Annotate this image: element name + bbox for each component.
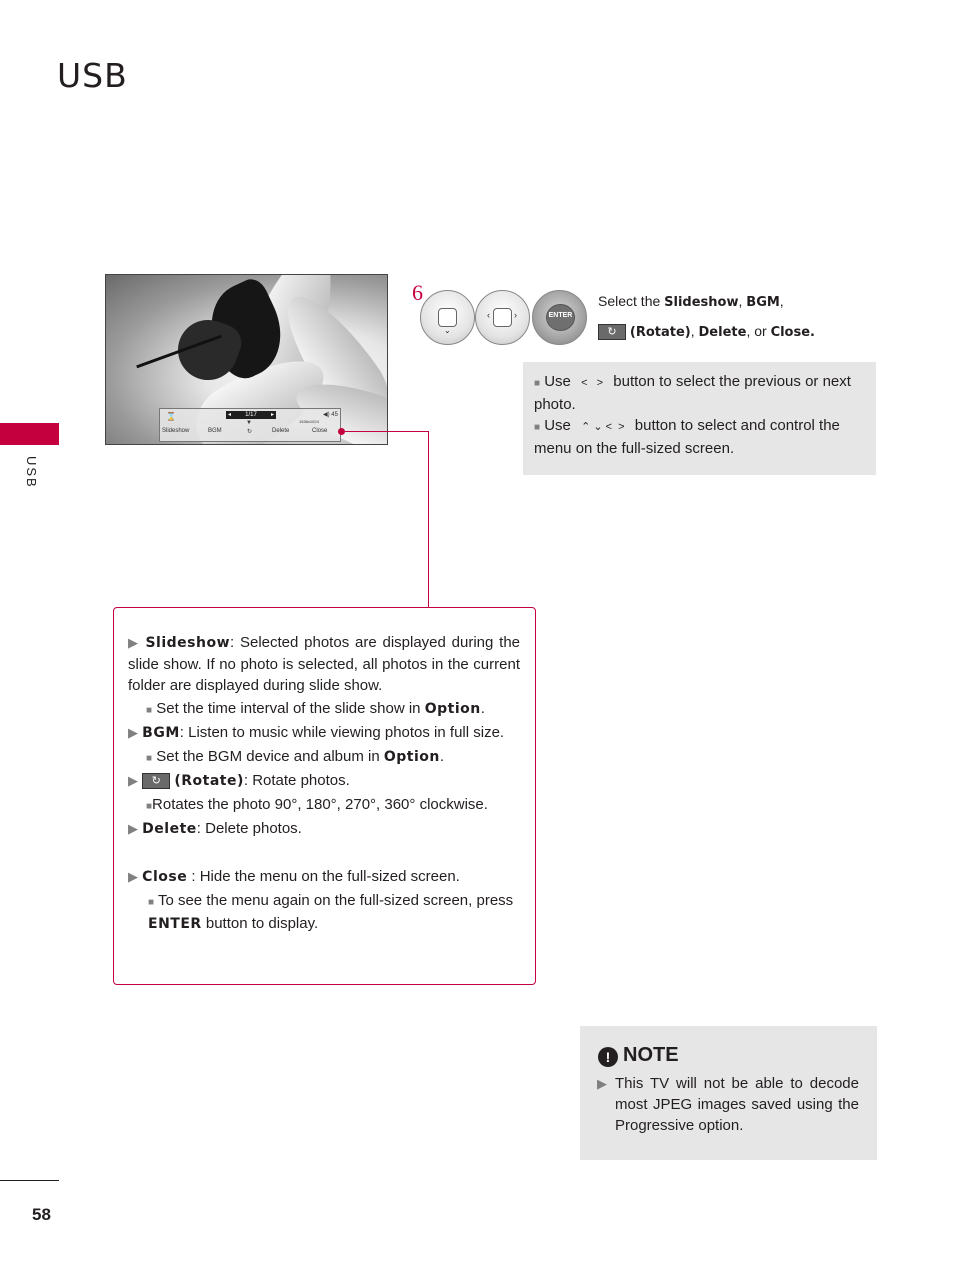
osd-delete-button[interactable]: Delete — [272, 428, 290, 434]
osd-bgm-button[interactable]: BGM — [208, 428, 222, 434]
detail-box — [113, 607, 536, 985]
osd-close-button[interactable]: Close — [312, 428, 328, 434]
updown-button[interactable] — [420, 290, 475, 345]
detail-delete: ▶ Delete: Delete photos. — [128, 820, 302, 837]
footer-rule — [0, 1180, 59, 1181]
leftright-button[interactable] — [475, 290, 530, 345]
callout-line-horizontal — [345, 431, 428, 432]
detail-close-sub: ■ To see the menu again on the full-sized screen, press ENTER button to display. — [148, 892, 514, 932]
term-delete: Delete — [698, 325, 747, 340]
section-tab-label: USB — [24, 456, 39, 489]
detail-close: ▶ Close : Hide the menu on the full-sized screen. — [128, 868, 460, 885]
detail-rotate-sub: ■Rotates the photo 90°, 180°, 270°, 360° clockwise. — [146, 796, 488, 813]
term-bgm: BGM — [746, 295, 780, 310]
chevron-down-icon: ⌄ — [444, 326, 451, 335]
info-panel — [523, 362, 876, 475]
step-number: 6 — [412, 280, 423, 305]
enter-button[interactable] — [532, 290, 587, 345]
exclamation-icon: ! — [598, 1047, 618, 1067]
osd-volume: ◀) 45 — [323, 412, 338, 418]
osd-down-arrow-icon: ▼ — [246, 420, 252, 426]
step-instruction: Select the Slideshow, BGM, ↻ (Rotate), Delete, or Close. — [598, 293, 815, 340]
note-title: NOTE — [623, 1044, 679, 1066]
osd-rotate-button[interactable]: ↻ — [247, 429, 253, 435]
osd-resolution: 1536x1024 — [299, 419, 319, 424]
page-number: 58 — [32, 1205, 51, 1224]
detail-slideshow-sub: ■ Set the time interval of the slide show in Option. — [146, 700, 485, 717]
osd-slideshow-button[interactable]: Slideshow — [162, 428, 190, 434]
callout-dot — [338, 428, 345, 435]
enter-button-label: ENTER — [546, 304, 575, 331]
detail-bgm: ▶ BGM: Listen to music while viewing photos in full size. — [128, 724, 505, 741]
note-panel — [580, 1026, 877, 1160]
chevron-right-icon: › — [514, 310, 517, 320]
term-slideshow: Slideshow — [664, 295, 739, 310]
osd-page-indicator[interactable]: ◂ 1/17 ▸ — [228, 412, 274, 418]
term-close: Close. — [770, 325, 815, 340]
rotate-icon: ↻ — [142, 773, 170, 789]
info-row-1: ■ Use < > button to select the previous or next photo. — [534, 373, 851, 413]
left-right-arrows-icon: < > — [581, 377, 604, 389]
page-title: USB — [57, 56, 128, 95]
term-rotate: (Rotate) — [629, 325, 691, 340]
section-tab — [0, 423, 59, 445]
detail-bgm-sub: ■ Set the BGM device and album in Option. — [146, 748, 445, 765]
chevron-left-icon: ‹ — [487, 310, 490, 320]
arrow-keys-icon: ⌃ ⌄ < > — [581, 421, 625, 433]
detail-slideshow: ▶ Slideshow: Selected photos are displayed during the slide show. If no photo is selected, all photos in the current folder are displayed during slide show. — [128, 634, 521, 694]
photo-osd-menu — [159, 408, 341, 442]
rotate-icon: ↻ — [598, 324, 626, 340]
detail-rotate: ▶ ↻ (Rotate): Rotate photos. — [128, 772, 350, 789]
info-row-2: ■ Use ⌃ ⌄ < > button to select and control the menu on the full-sized screen. — [534, 417, 840, 457]
note-text: ▶ This TV will not be able to decode most JPEG images saved using the Progressive option. — [597, 1075, 859, 1134]
hourglass-icon: ⌛ — [166, 412, 176, 421]
callout-line-vertical — [428, 431, 429, 607]
